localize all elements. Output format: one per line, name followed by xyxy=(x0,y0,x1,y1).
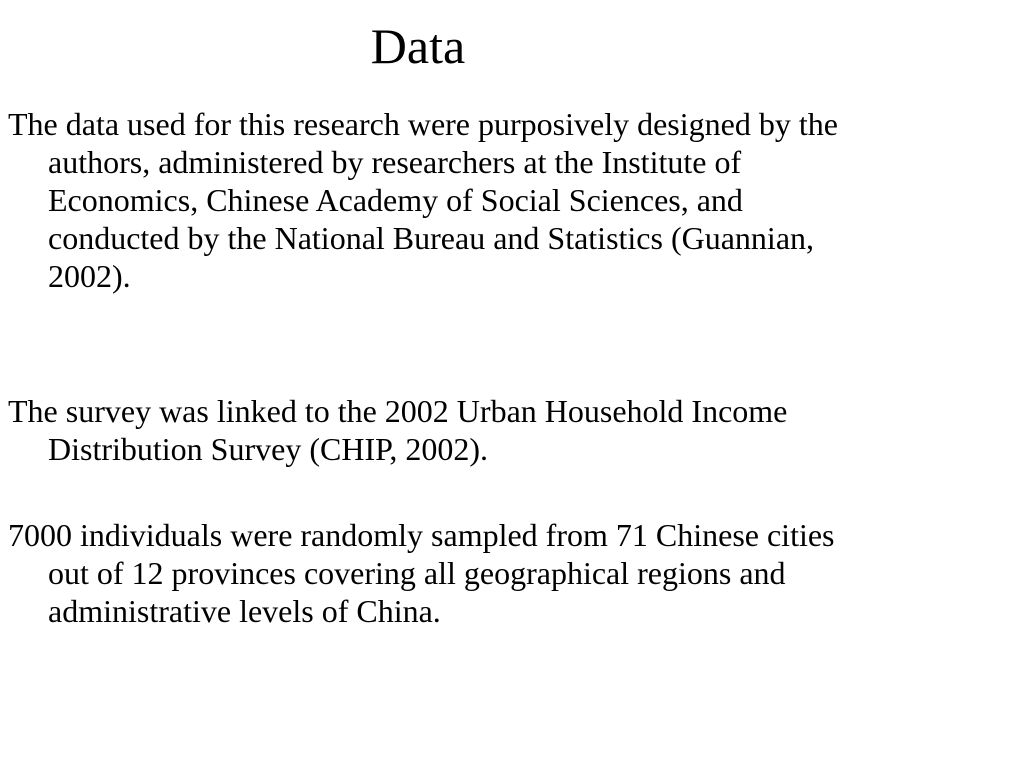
paragraph-data-source: The data used for this research were purposively designed by the authors, administered by researchers at the Institute of Economics, Chinese Academy of Social Sciences, and conducted by the National Bureau and Statistics (Guannian, 2002). xyxy=(8,106,838,294)
paragraph-sample: 7000 individuals were randomly sampled from 71 Chinese cities out of 12 provinces covering all geographical regions and administrative levels of China. xyxy=(8,517,835,629)
slide-title: Data xyxy=(370,18,466,74)
paragraph-survey-link: The survey was linked to the 2002 Urban Household Income Distribution Survey (CHIP, 2002). xyxy=(8,393,788,467)
